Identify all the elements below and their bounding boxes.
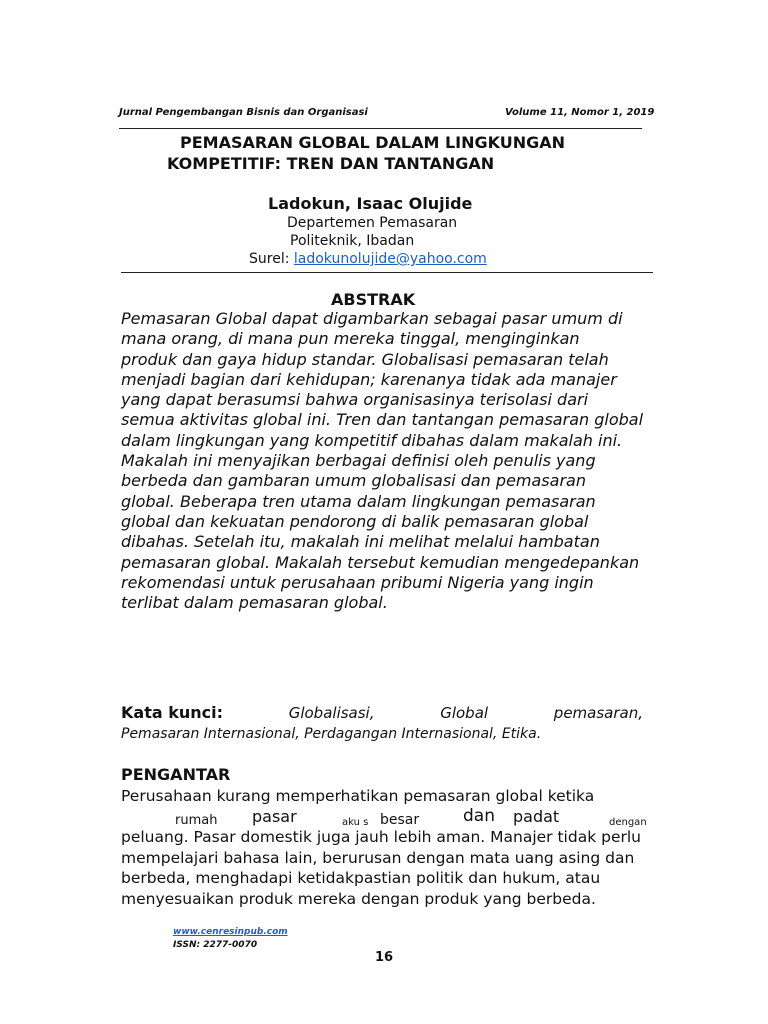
abstract-line: global. Beberapa tren utama dalam lingkungan pemasaran bbox=[121, 491, 596, 511]
intro-word: padat bbox=[513, 806, 560, 826]
abstract-line: mana orang, di mana pun mereka tinggal, menginginkan bbox=[121, 329, 580, 349]
intro-line: berbeda, menghadapi ketidakpastian politik dan hukum, atau bbox=[121, 869, 601, 888]
author-email-line bbox=[249, 251, 487, 267]
abstract-line: Makalah ini menyajikan berbagai definisi oleh penulis yang bbox=[121, 451, 596, 471]
keyword: pemasaran, bbox=[553, 704, 643, 722]
abstract-line: terlibat dalam pemasaran global. bbox=[121, 593, 388, 613]
abstract-line: pemasaran global. Makalah tersebut kemudian mengedepankan bbox=[121, 552, 640, 572]
title-line-1: PEMASARAN GLOBAL DALAM LINGKUNGAN bbox=[180, 133, 566, 152]
intro-body bbox=[121, 786, 661, 910]
intro-word: dan bbox=[463, 805, 495, 826]
title-line-2: KOMPETITIF: TREN DAN TANTANGAN bbox=[167, 154, 495, 173]
abstract-line: menjadi bagian dari kehidupan; karenanya tidak ada manajer bbox=[121, 369, 617, 389]
abstract-line: yang dapat berasumsi bahwa organisasinya terisolasi dari bbox=[121, 390, 589, 410]
abstract-line: produk dan gaya hidup standar. Globalisasi pemasaran telah bbox=[121, 349, 609, 369]
intro-word: rumah bbox=[175, 812, 218, 828]
author-department: Departemen Pemasaran bbox=[287, 215, 458, 231]
journal-issue: Volume 11, Nomor 1, 2019 bbox=[505, 107, 655, 118]
abstract-line: dalam lingkungan yang kompetitif dibahas dalam makalah ini. bbox=[121, 430, 623, 450]
journal-name: Jurnal Pengembangan Bisnis dan Organisasi bbox=[119, 107, 368, 118]
abstract-line: rekomendasi untuk perusahaan pribumi Nigeria yang ingin bbox=[121, 572, 594, 592]
intro-scattered-line bbox=[121, 807, 661, 828]
intro-word: pasar bbox=[252, 806, 297, 826]
author-rule bbox=[121, 272, 653, 273]
page-number: 16 bbox=[375, 950, 394, 965]
intro-word: dengan bbox=[609, 816, 647, 828]
intro-word: aku s bbox=[342, 816, 369, 828]
abstract-line: dibahas. Setelah itu, makalah ini melihat melalui hambatan bbox=[121, 532, 600, 552]
intro-word: besar bbox=[380, 811, 420, 828]
email-link[interactable]: ladokunolujide@yahoo.com bbox=[293, 251, 487, 267]
author-institution: Politeknik, Ibadan bbox=[290, 233, 415, 249]
paper-title bbox=[167, 132, 565, 174]
footer-url-link[interactable]: www.cenresinpub.com bbox=[173, 927, 288, 937]
abstract-body bbox=[121, 309, 661, 613]
intro-line: peluang. Pasar domestik juga jauh lebih aman. Manajer tidak perlu bbox=[121, 828, 641, 847]
email-label: Surel: bbox=[249, 251, 290, 267]
intro-line: menyesuaikan produk mereka dengan produk yang berbeda. bbox=[121, 889, 596, 908]
intro-line: mempelajari bahasa lain, berurusan dengan mata uang asing dan bbox=[121, 848, 635, 867]
header-rule bbox=[119, 128, 642, 129]
keyword: Global bbox=[440, 704, 489, 722]
intro-heading: PENGANTAR bbox=[121, 765, 231, 784]
abstract-line: berbeda dan gambaran umum globalisasi dan pemasaran bbox=[121, 471, 586, 491]
abstract-line: Pemasaran Global dapat digambarkan sebagai pasar umum di bbox=[121, 309, 623, 328]
abstract-line: semua aktivitas global ini. Tren dan tantangan pemasaran global bbox=[121, 410, 644, 430]
keywords-label: Kata kunci: bbox=[121, 703, 223, 722]
abstract-line: global dan kekuatan pendorong di balik pemasaran global bbox=[121, 511, 589, 531]
intro-line: Perusahaan kurang memperhatikan pemasaran global ketika bbox=[121, 787, 595, 805]
keywords-continued: Pemasaran Internasional, Perdagangan Internasional, Etika. bbox=[121, 726, 542, 742]
abstract-heading: ABSTRAK bbox=[331, 290, 416, 309]
keyword: Globalisasi, bbox=[288, 704, 375, 722]
keywords-line bbox=[121, 703, 643, 722]
author-name: Ladokun, Isaac Olujide bbox=[268, 194, 473, 213]
footer-issn: ISSN: 2277-0070 bbox=[173, 940, 258, 950]
